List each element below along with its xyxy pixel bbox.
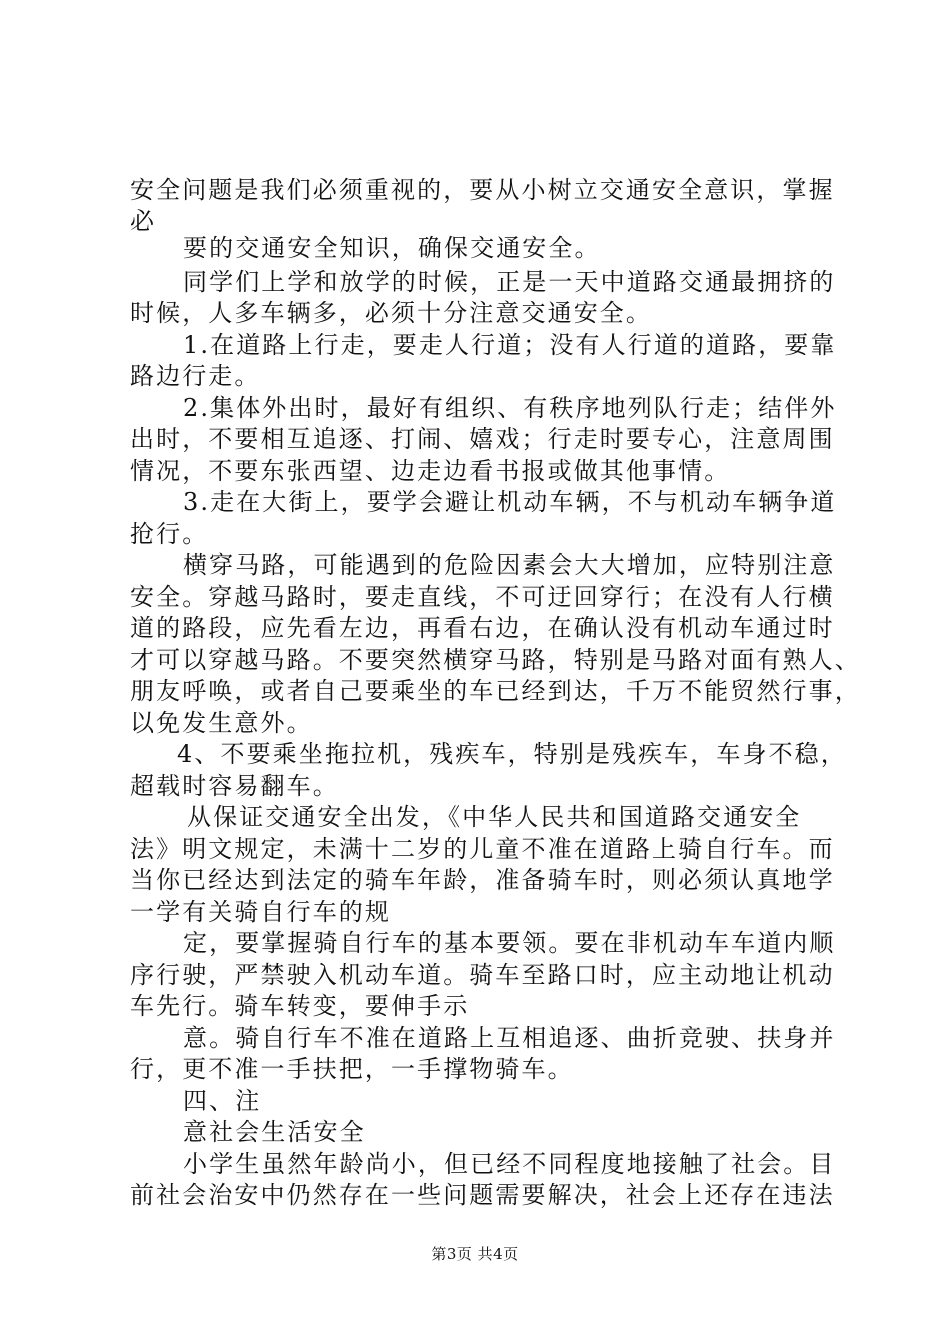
paragraph-line: 1.在道路上行走，要走人行道；没有人行道的道路，要靠: [183, 331, 837, 359]
paragraph-line: 道的路段，应先看左边，再看右边，在确认没有机动车通过时: [130, 614, 835, 642]
paragraph-line: 横穿马路，可能遇到的危险因素会大大增加，应特别注意: [183, 551, 836, 579]
paragraph-line: 2.集体外出时，最好有组织、有秩序地列队行走；结伴外: [183, 394, 837, 422]
paragraph-line: 当你已经达到法定的骑车年龄，准备骑车时，则必须认真地学: [130, 866, 835, 894]
paragraph-line: 情况，不要东张西望、边走边看书报或做其他事情。: [130, 457, 731, 485]
paragraph-line: 必: [130, 207, 157, 235]
paragraph-line: 路边行走。: [130, 362, 261, 390]
paragraph-line: 超载时容易翻车。: [130, 772, 339, 800]
paragraph-line: 朋友呼唤，或者自己要乘坐的车已经到达，千万不能贸然行事，: [130, 677, 861, 705]
paragraph-line: 出时，不要相互追逐、打闹、嬉戏；行走时要专心，注意周围: [130, 425, 835, 453]
paragraph-line: 法》明文规定，未满十二岁的儿童不准在道路上骑自行车。而: [130, 835, 835, 863]
paragraph-line: 才可以穿越马路。不要突然横穿马路，特别是马路对面有熟人、: [130, 646, 861, 674]
paragraph-line: 前社会治安中仍然存在一些问题需要解决，社会上还存在违法: [130, 1181, 835, 1209]
paragraph-line: 安全问题是我们必须重视的，要从小树立交通安全意识，掌握: [130, 176, 835, 204]
paragraph-line: 小学生虽然年龄尚小，但已经不同程度地接触了社会。目: [183, 1150, 836, 1178]
paragraph-line: 抢行。: [130, 520, 209, 548]
paragraph-line: 时候，人多车辆多，必须十分注意交通安全。: [130, 299, 652, 327]
paragraph-line: 4、不要乘坐拖拉机，残疾车，特别是残疾车，车身不稳，: [177, 740, 847, 768]
paragraph-line: 车先行。骑车转变，要伸手示: [130, 992, 470, 1020]
paragraph-line: 行，更不准一手扶把，一手撑物骑车。: [130, 1055, 574, 1083]
paragraph-line: 同学们上学和放学的时候，正是一天中道路交通最拥挤的: [183, 268, 836, 296]
paragraph-line: 3.走在大街上，要学会避让机动车辆，不与机动车辆争道: [183, 488, 837, 516]
paragraph-line: 从保证交通安全出发，《中华人民共和国道路交通安全: [187, 803, 802, 831]
paragraph-line: 一学有关骑自行车的规: [130, 898, 391, 926]
paragraph-line: 以免发生意外。: [130, 709, 313, 737]
paragraph-line: 要的交通安全知识，确保交通安全。: [183, 234, 601, 262]
section-heading: 四、注: [183, 1087, 262, 1115]
page-footer: 第3页 共4页: [431, 1245, 519, 1263]
paragraph-line: 意。骑自行车不准在道路上互相追逐、曲折竞驶、扶身并: [183, 1024, 836, 1052]
paragraph-line: 安全。穿越马路时，要走直线，不可迂回穿行；在没有人行横: [130, 583, 835, 611]
paragraph-line: 定，要掌握骑自行车的基本要领。要在非机动车车道内顺: [183, 929, 836, 957]
section-heading: 意社会生活安全: [183, 1118, 366, 1146]
paragraph-line: 序行驶，严禁驶入机动车道。骑车至路口时，应主动地让机动: [130, 961, 835, 989]
